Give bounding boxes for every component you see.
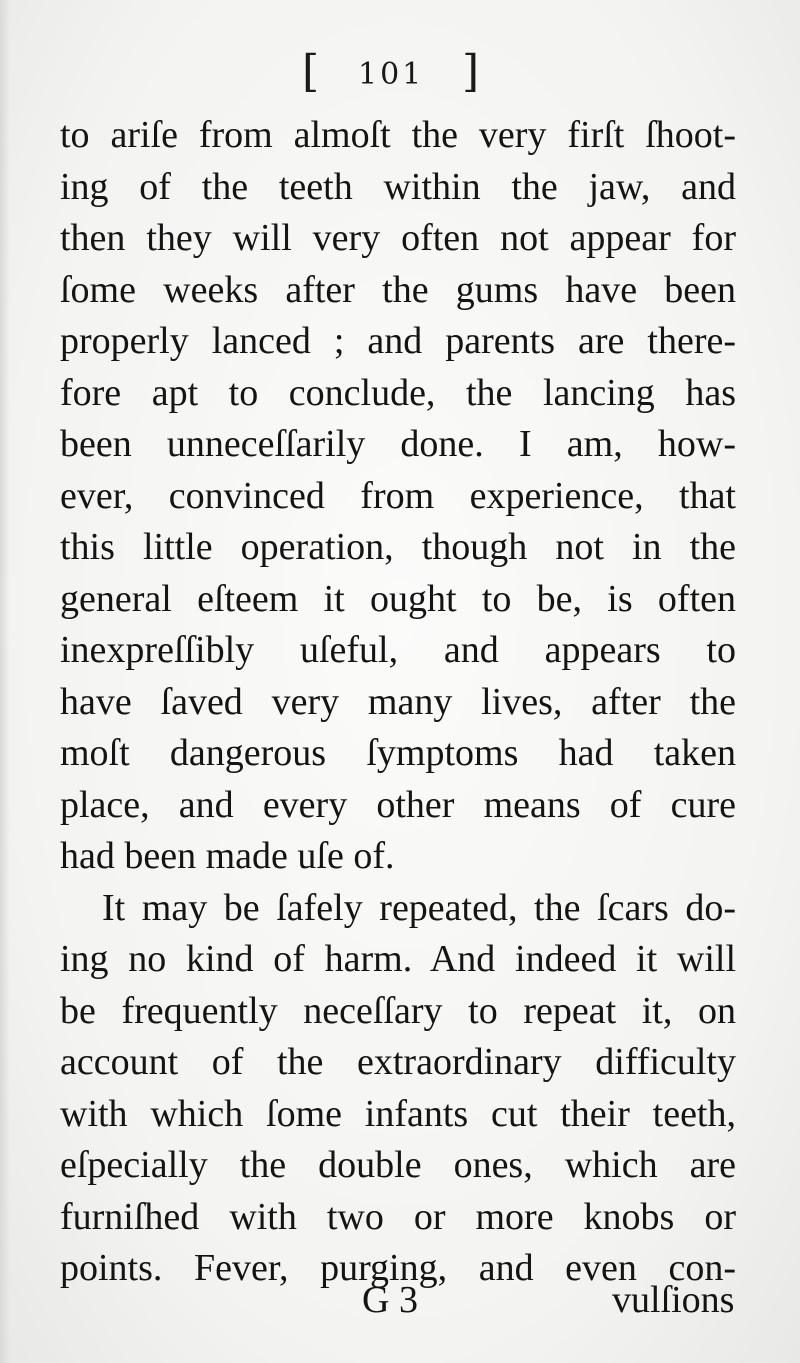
text-line: moſt dangerous ſymptoms had taken (60, 732, 736, 774)
body-text (60, 110, 736, 1295)
text-line: then they will very often not appear for (60, 217, 736, 259)
text-line: had been made uſe of. (60, 835, 395, 877)
text-line: points. Fever, purging, and even con- (60, 1247, 736, 1289)
catchword: vulſions (612, 1279, 735, 1321)
page-number: 101 (358, 57, 425, 92)
running-header (0, 42, 800, 102)
text-line: properly lanced ; and parents are there- (60, 320, 736, 362)
text-line: inexpreſſibly uſeful, and appears to (60, 629, 736, 671)
text-line: to ariſe from almoſt the very firſt ſhoot- (60, 114, 736, 156)
text-line: general eſteem it ought to be, is often (60, 577, 736, 620)
text-line: It may be ſafely repeated, the ſcars do- (102, 886, 736, 929)
text-line: ſome weeks after the gums have been (60, 268, 736, 311)
text-line: fore apt to conclude, the lancing has (60, 371, 736, 414)
text-line: account of the extraordinary difficulty (60, 1041, 736, 1083)
text-line: have ſaved very many lives, after the (60, 680, 736, 723)
text-line: be frequently neceſſary to repeat it, on (60, 989, 736, 1032)
page-edge-shadow (0, 0, 10, 1363)
text-line: ever, convinced from experience, that (60, 474, 736, 517)
text-line: this little operation, though not in the (60, 526, 736, 568)
text-line: with which ſome infants cut their teeth, (60, 1092, 736, 1135)
text-line: place, and every other means of cure (60, 783, 736, 826)
text-line: eſpecially the double ones, which are (60, 1144, 736, 1186)
header-bracket-left: [ (302, 46, 320, 97)
header-bracket-right: ] (462, 46, 480, 97)
text-line: ing no kind of harm. And indeed it will (60, 938, 736, 980)
page-footer (0, 1270, 800, 1330)
text-line: furniſhed with two or more knobs or (60, 1195, 736, 1238)
signature-mark: G 3 (362, 1279, 418, 1321)
text-line: been unneceſſarily done. I am, how- (60, 423, 736, 465)
text-line: ing of the teeth within the jaw, and (60, 165, 736, 208)
